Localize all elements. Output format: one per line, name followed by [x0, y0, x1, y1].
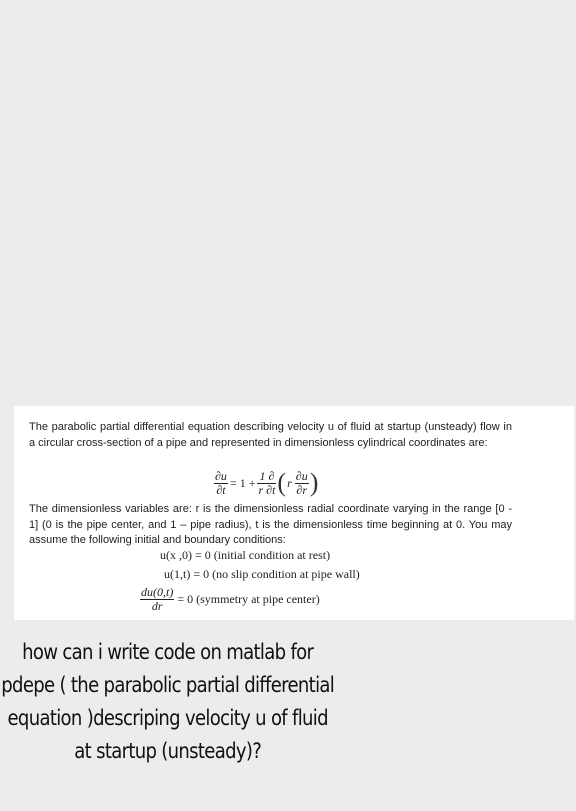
coefficient-numerator: 1 ∂ [259, 468, 275, 483]
left-paren: ( [277, 468, 287, 497]
derivative-denominator: dr [151, 599, 163, 613]
center-boundary-condition [140, 586, 320, 613]
pde-equation [214, 466, 319, 500]
equals-one-plus: = 1 + [229, 475, 256, 490]
lhs-fraction [214, 470, 228, 497]
question-caption: how can i write code on matlab for pdepe ( the parabolic partial differential equation )descriping velocity u of fluid at startup (unsteady)? [1, 640, 335, 763]
coefficient-denominator: r ∂t [258, 482, 276, 497]
lhs-denominator: ∂t [216, 482, 226, 497]
inner-denominator: ∂r [296, 482, 308, 497]
inner-fraction [295, 470, 309, 497]
initial-condition: u(x ,0) = 0 (initial condition at rest) [160, 548, 331, 562]
derivative-numerator: du(0,t) [141, 585, 174, 599]
intro-paragraph: The parabolic partial differential equation describing velocity u of fluid at startup (unsteady) flow in a circular cross-section of a pipe and represented in dimensionless cylindrical coordinates are: [29, 421, 512, 449]
lhs-numerator: ∂u [215, 468, 227, 483]
wall-boundary-condition: u(1,t) = 0 (no slip condition at pipe wall) [164, 567, 360, 581]
blank-background-area [0, 0, 576, 405]
equation-document-image [14, 406, 574, 620]
variables-paragraph: The dimensionless variables are: r is the dimensionless radial coordinate varying in the range [0 - 1] (0 is the pipe center, and 1 – pipe radius), t is the dimensionless time beginning at 0. You may assume the following initial and boundary conditions: [29, 503, 512, 546]
right-paren: ) [309, 468, 319, 497]
derivative-fraction [140, 586, 174, 613]
symmetry-condition-text: = 0 (symmetry at pipe center) [177, 592, 320, 606]
inner-numerator: ∂u [295, 468, 308, 483]
inner-r: r [287, 475, 292, 490]
coefficient-fraction [257, 470, 276, 497]
